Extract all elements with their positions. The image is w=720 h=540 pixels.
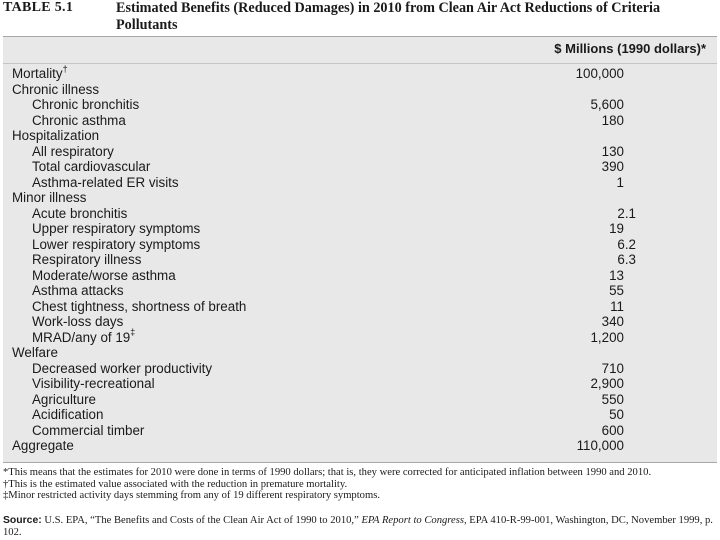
row-label	[32, 113, 126, 129]
table-row	[3, 327, 717, 346]
table-row	[3, 206, 717, 222]
row-label	[32, 407, 103, 423]
source-text-rest: EPA 410-R-99-001, Washington, DC, November 1999, p. 102.	[3, 515, 713, 538]
row-label-text: Lower respiratory symptoms	[32, 236, 201, 252]
row-label-text: Chronic bronchitis	[32, 97, 140, 112]
source-note	[3, 515, 717, 539]
row-label	[32, 237, 200, 253]
row-label	[32, 144, 114, 160]
table-row	[3, 345, 717, 361]
row-label	[32, 392, 96, 408]
footnote: *This means that the estimates for 2010 were done in terms of 1990 dollars; that is, they were corrected for anticipated inflation between 1990 and 2010.	[3, 467, 652, 478]
row-label-text: Respiratory illness	[32, 252, 142, 267]
row-label	[32, 159, 150, 175]
table-row	[3, 314, 717, 330]
row-label-text: Chest tightness, shortness of breath	[32, 298, 247, 314]
row-label-text: Upper respiratory symptoms	[32, 221, 201, 236]
row-value: 13	[609, 267, 624, 283]
row-value: 180	[601, 112, 624, 128]
row-label	[12, 438, 74, 454]
table-row	[3, 237, 717, 253]
table-row	[3, 190, 717, 206]
source-text: U.S. EPA, “The Benefits and Costs of the Clean Air Act of 1990 to 2010,”	[44, 515, 359, 526]
table-title: Estimated Benefits (Reduced Damages) in 2010 from Clean Air Act Reductions of Criteria Pollutants	[116, 0, 661, 33]
row-label	[12, 82, 99, 98]
table-body	[3, 63, 717, 454]
row-label-text: Work-loss days	[32, 314, 124, 329]
table-caption	[3, 0, 717, 36]
row-label-text: Decreased worker productivity	[32, 360, 213, 376]
row-value: 550	[601, 391, 624, 407]
row-value: 110,000	[576, 438, 624, 453]
row-label	[32, 327, 136, 346]
row-value: 11	[610, 298, 624, 314]
table-row	[3, 175, 717, 191]
row-value: 2,900	[590, 376, 624, 391]
footnotes	[3, 467, 717, 502]
table-row	[3, 299, 717, 315]
row-value: 390	[601, 159, 624, 174]
row-label-text: Chronic illness	[12, 81, 100, 97]
row-label-text: Asthma attacks	[32, 283, 124, 298]
row-label	[32, 423, 144, 439]
row-label-text: Commercial timber	[32, 422, 145, 438]
row-label	[12, 128, 99, 144]
row-label	[32, 175, 179, 191]
table-row	[3, 268, 717, 284]
table-row	[3, 283, 717, 299]
row-label-text: Visibility-recreational	[32, 376, 155, 391]
row-label-text: Agriculture	[32, 391, 97, 407]
row-label	[12, 63, 68, 82]
row-label-text: Aggregate	[12, 438, 74, 453]
row-label	[12, 345, 58, 361]
row-label-text: MRAD/any of 19	[32, 329, 131, 345]
row-value: 1,200	[590, 329, 624, 345]
row-label	[32, 376, 155, 392]
table-number: TABLE 5.1	[3, 0, 74, 15]
row-value: 130	[601, 143, 624, 159]
table-row	[3, 423, 717, 439]
row-value: 55	[609, 283, 624, 298]
row-value: 50	[609, 407, 624, 422]
source-label: Source:	[3, 515, 42, 526]
row-value: 2.1	[617, 205, 636, 221]
row-value: 6.2	[617, 236, 636, 252]
row-label	[32, 283, 124, 299]
row-value: 710	[601, 360, 624, 376]
row-label-text: Mortality	[12, 66, 63, 81]
row-value: 5,600	[590, 97, 624, 112]
data-table	[3, 36, 717, 463]
column-header-label: $ Millions (1990 dollars)*	[554, 41, 706, 56]
row-value: 100,000	[575, 66, 624, 81]
row-label	[12, 190, 86, 206]
table-row	[3, 221, 717, 237]
table-row	[3, 97, 717, 113]
row-label-text: All respiratory	[32, 143, 114, 159]
table-row	[3, 144, 717, 160]
table-row	[3, 392, 717, 408]
row-label	[32, 221, 200, 237]
row-label	[32, 314, 123, 330]
row-label	[32, 206, 127, 222]
row-label	[32, 299, 246, 315]
table-row	[3, 438, 717, 454]
row-label-text: Total cardiovascular	[32, 159, 151, 174]
footnote-marker: ‡	[130, 327, 136, 338]
table-row	[3, 82, 717, 98]
row-label	[32, 268, 176, 284]
row-value: 340	[601, 314, 624, 329]
row-value: 1	[616, 174, 624, 190]
table-row	[3, 407, 717, 423]
row-label-text: Acute bronchitis	[32, 205, 128, 221]
source-report: EPA Report to Congress,	[361, 515, 467, 526]
table-row	[3, 376, 717, 392]
row-label-text: Asthma-related ER visits	[32, 174, 179, 190]
table-row	[3, 128, 717, 144]
row-label-text: Chronic asthma	[32, 112, 126, 128]
table-row	[3, 252, 717, 268]
row-value: 6.3	[617, 252, 636, 267]
row-value: 19	[609, 221, 624, 236]
table-row	[3, 63, 717, 82]
footnote: †This is the estimated value associated with the reduction in premature mortality.	[3, 478, 348, 490]
table-row	[3, 361, 717, 377]
row-label	[32, 361, 212, 377]
table-row	[3, 159, 717, 175]
table-row	[3, 113, 717, 129]
footnote-marker: †	[62, 63, 68, 74]
row-label-text: Minor illness	[12, 190, 87, 205]
row-label-text: Moderate/worse asthma	[32, 267, 176, 283]
row-label	[32, 97, 139, 113]
row-label	[32, 252, 141, 268]
row-label-text: Acidification	[32, 407, 104, 422]
row-label-text: Welfare	[12, 345, 58, 360]
column-header	[3, 37, 717, 64]
footnote: ‡Minor restricted activity days stemming from any of 19 different respiratory symptoms.	[3, 490, 380, 502]
row-label-text: Hospitalization	[12, 128, 100, 143]
row-value: 600	[601, 422, 624, 438]
